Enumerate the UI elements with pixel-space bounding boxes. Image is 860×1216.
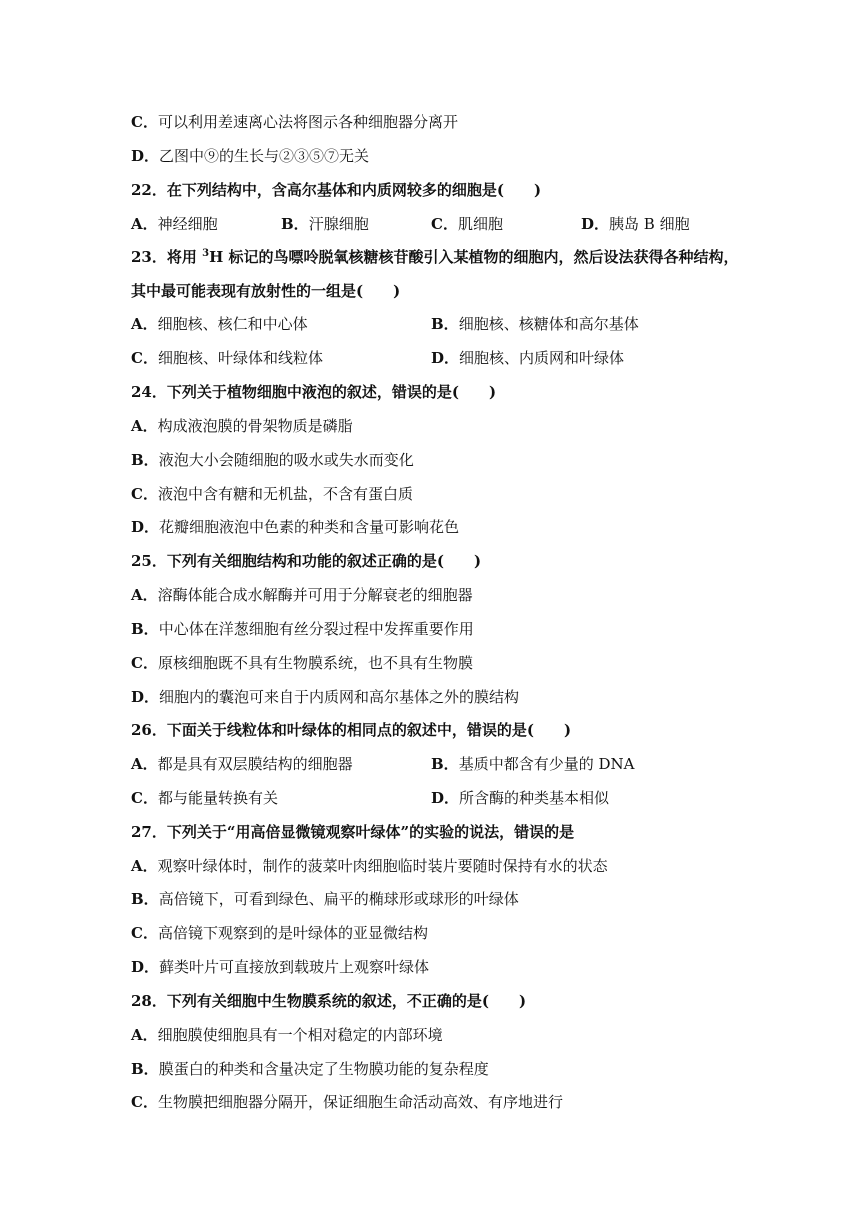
q23-option-d: D．细胞核、内质网和叶绿体 (431, 349, 625, 367)
q23-stem: 23．将用 $^3$H 标记的鸟嘌呤脱氧核糖核苷酸引入某植物的细胞内，然后设法获得各种结构， (131, 248, 739, 266)
q24-option-b: B．液泡大小会随细胞的吸水或失水而变化 (131, 451, 414, 469)
q24-stem: 24．下列关于植物细胞中液泡的叙述，错误的是( ) (131, 383, 497, 401)
q22-option-b: B．汗腺细胞 (281, 215, 369, 233)
q21-option-c: C．可以利用差速离心法将图示各种细胞器分离开 (131, 113, 458, 131)
q28-option-b: B．膜蛋白的种类和含量决定了生物膜功能的复杂程度 (131, 1060, 489, 1078)
q27-option-a: A．观察叶绿体时，制作的菠菜叶肉细胞临时装片要随时保持有水的状态 (131, 857, 608, 875)
q25-option-b: B．中心体在洋葱细胞有丝分裂过程中发挥重要作用 (131, 620, 474, 638)
q28-option-c: C．生物膜把细胞器分隔开，保证细胞生命活动高效、有序地进行 (131, 1093, 563, 1111)
q26-stem: 26．下面关于线粒体和叶绿体的相同点的叙述中，错误的是( ) (131, 721, 572, 739)
q23-stem-cont: 其中最可能表现有放射性的一组是( ) (131, 282, 401, 300)
q27-option-d: D．藓类叶片可直接放到载玻片上观察叶绿体 (131, 958, 430, 976)
q25-option-c: C．原核细胞既不具有生物膜系统，也不具有生物膜 (131, 654, 473, 672)
q27-option-c: C．高倍镜下观察到的是叶绿体的亚显微结构 (131, 924, 428, 942)
q21-option-d: D．乙图中⑨的生长与②③⑤⑦无关 (131, 147, 370, 165)
q22-option-d: D．胰岛 B 细胞 (581, 215, 690, 233)
q25-stem: 25．下列有关细胞结构和功能的叙述正确的是( ) (131, 552, 482, 570)
q24-option-c: C．液泡中含有糖和无机盐，不含有蛋白质 (131, 485, 413, 503)
q28-option-a: A．细胞膜使细胞具有一个相对稳定的内部环境 (131, 1026, 443, 1044)
q24-option-d: D．花瓣细胞液泡中色素的种类和含量可影响花色 (131, 518, 460, 536)
q26-option-c: C．都与能量转换有关 (131, 789, 278, 807)
q27-option-b: B．高倍镜下，可看到绿色、扁平的椭球形或球形的叶绿体 (131, 890, 519, 908)
q22-option-a: A．神经细胞 (131, 215, 218, 233)
q22-option-c: C．肌细胞 (431, 215, 503, 233)
q23-option-c: C．细胞核、叶绿体和线粒体 (131, 349, 323, 367)
q27-stem: 27．下列关于“用高倍显微镜观察叶绿体”的实验的说法，错误的是 (131, 823, 575, 841)
q26-option-d: D．所含酶的种类基本相似 (431, 789, 610, 807)
q26-option-a: A．都是具有双层膜结构的细胞器 (131, 755, 353, 773)
q25-option-a: A．溶酶体能合成水解酶并可用于分解衰老的细胞器 (131, 586, 473, 604)
q23-option-a: A．细胞核、核仁和中心体 (131, 315, 308, 333)
q24-option-a: A．构成液泡膜的骨架物质是磷脂 (131, 417, 353, 435)
q25-option-d: D．细胞内的囊泡可来自于内质网和高尔基体之外的膜结构 (131, 688, 520, 706)
q23-option-b: B．细胞核、核糖体和高尔基体 (431, 315, 639, 333)
q22-stem: 22．在下列结构中，含高尔基体和内质网较多的细胞是( ) (131, 181, 542, 199)
q26-option-b: B．基质中都含有少量的 DNA (431, 755, 635, 773)
q28-stem: 28．下列有关细胞中生物膜系统的叙述，不正确的是( ) (131, 992, 527, 1010)
